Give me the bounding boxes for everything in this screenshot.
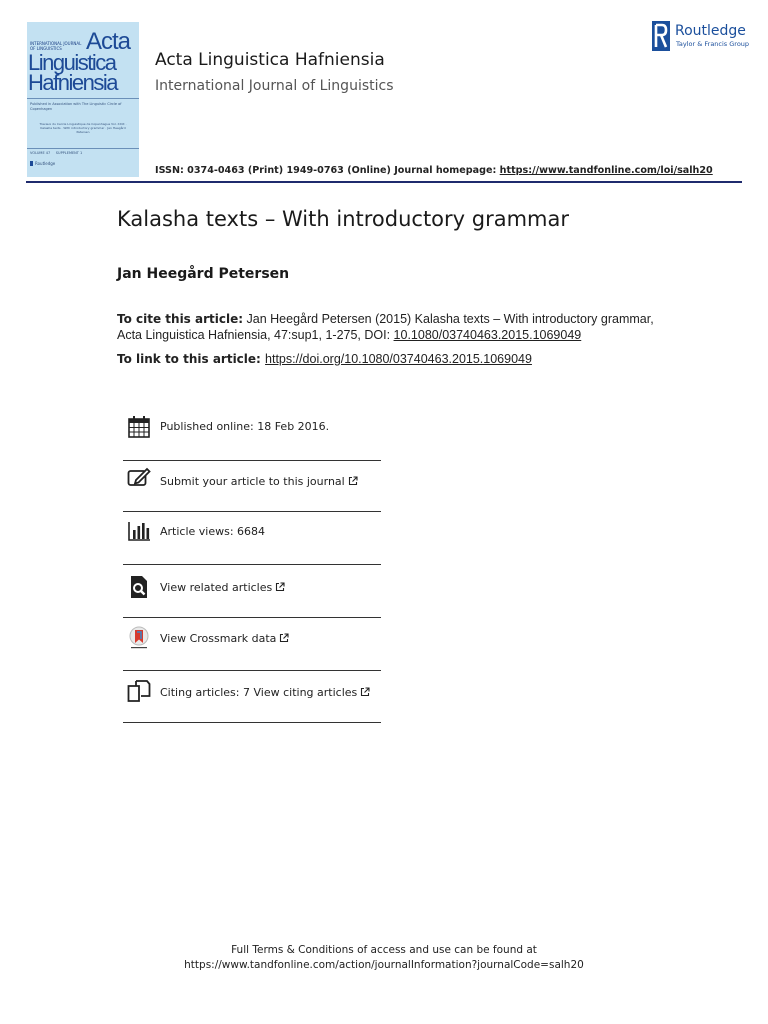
external-link-icon bbox=[360, 687, 370, 697]
bar-chart-icon bbox=[127, 519, 151, 543]
cover-divider bbox=[27, 98, 139, 99]
related-articles-text[interactable] bbox=[160, 581, 285, 594]
cover-small-heading: INTERNATIONAL JOURNAL OF LINGUISTICS bbox=[30, 41, 82, 51]
submit-article-text[interactable] bbox=[160, 475, 358, 488]
crossmark-text[interactable] bbox=[160, 632, 289, 645]
footer-terms bbox=[0, 943, 768, 973]
link-label: To link to this article: bbox=[117, 352, 266, 366]
article-views-row bbox=[123, 512, 381, 564]
routledge-r-icon bbox=[651, 21, 671, 51]
citation-block bbox=[117, 311, 667, 343]
related-articles-label: View related articles bbox=[160, 581, 273, 594]
citing-articles-row[interactable] bbox=[123, 671, 381, 723]
cover-publisher-mini bbox=[30, 161, 55, 166]
cover-divider bbox=[27, 148, 139, 149]
routledge-mini-icon bbox=[30, 161, 33, 166]
journal-cover-thumbnail bbox=[27, 22, 139, 177]
submit-pencil-icon bbox=[127, 466, 151, 490]
cover-title-line3: Hafniensia bbox=[28, 70, 117, 95]
issn-line bbox=[155, 165, 713, 176]
cover-title-line1: Acta bbox=[85, 28, 130, 55]
issn-text: ISSN: 0374-0463 (Print) 1949-0763 (Online) Journal homepage: bbox=[155, 165, 500, 176]
crossmark-label: View Crossmark data bbox=[160, 632, 277, 645]
article-link-line bbox=[117, 352, 532, 366]
footer-line1: Full Terms & Conditions of access and use can be found at bbox=[231, 944, 537, 956]
citing-articles-text[interactable] bbox=[160, 686, 370, 699]
published-online-row bbox=[123, 408, 381, 460]
publisher-name: Routledge bbox=[675, 23, 746, 39]
journal-homepage-link[interactable]: https://www.tandfonline.com/loi/salh20 bbox=[499, 165, 713, 176]
calendar-icon bbox=[127, 415, 151, 439]
row-divider bbox=[123, 722, 381, 723]
external-link-icon bbox=[279, 633, 289, 643]
citing-articles-label: Citing articles: 7 View citing articles bbox=[160, 686, 358, 699]
published-online-text: Published online: 18 Feb 2016. bbox=[160, 420, 330, 433]
cover-volume-line: VOLUME 47 SUPPLEMENT 1 bbox=[30, 151, 83, 155]
cover-publisher-name: Routledge bbox=[35, 161, 56, 166]
article-author: Jan Heegård Petersen bbox=[117, 266, 290, 282]
publisher-tagline: Taylor & Francis Group bbox=[676, 40, 750, 48]
article-views-text: Article views: 6684 bbox=[160, 525, 266, 538]
external-link-icon bbox=[348, 476, 358, 486]
crossmark-row[interactable] bbox=[123, 618, 381, 670]
routledge-logo[interactable] bbox=[651, 21, 751, 51]
article-url-link[interactable]: https://doi.org/10.1080/03740463.2015.1069049 bbox=[265, 352, 532, 366]
search-document-icon bbox=[127, 575, 151, 599]
doi-link[interactable]: 10.1080/03740463.2015.1069049 bbox=[393, 328, 582, 342]
journal-title: Acta Linguistica Hafniensia bbox=[155, 50, 385, 70]
cite-label: To cite this article: bbox=[117, 312, 244, 326]
cover-published-note: Published in Association with The Linguistic Circle of Copenhagen bbox=[30, 102, 122, 111]
header-divider bbox=[26, 181, 742, 183]
cover-series-note: Travaux du Cercle Linguistique de Copenhague Vol. XXIX · Kalasha texts · With introductory grammar · Jan Heegård Petersen bbox=[39, 122, 127, 134]
submit-article-label: Submit your article to this journal bbox=[160, 475, 345, 488]
footer-terms-link[interactable]: https://www.tandfonline.com/action/journalInformation?journalCode=salh20 bbox=[184, 959, 584, 971]
crossmark-icon bbox=[127, 626, 151, 650]
submit-article-row[interactable] bbox=[123, 461, 381, 513]
journal-subtitle: International Journal of Linguistics bbox=[155, 78, 394, 94]
related-articles-row[interactable] bbox=[123, 565, 381, 617]
external-link-icon bbox=[275, 582, 285, 592]
cite-text: Jan Heegård Petersen (2015) Kalasha texts – With introductory grammar, Acta Linguistica Hafniensia, 47:sup1, 1-275, DOI: bbox=[117, 312, 654, 342]
article-title: Kalasha texts – With introductory grammar bbox=[117, 207, 570, 231]
cover-title-line2: Linguistica bbox=[28, 50, 116, 75]
citing-articles-icon bbox=[127, 679, 151, 703]
